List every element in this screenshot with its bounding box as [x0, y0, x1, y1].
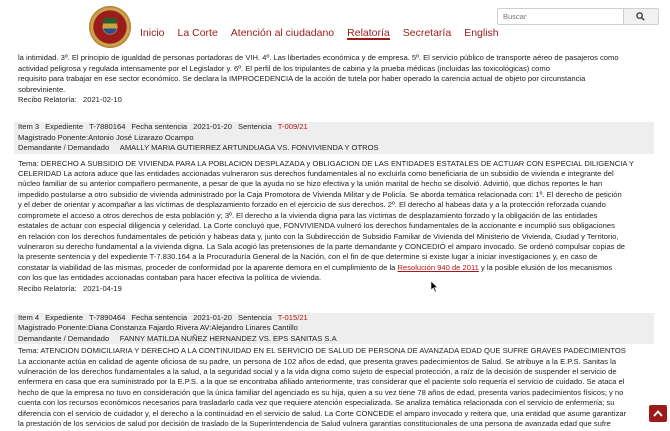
text-line: vulneraron su derecho fundamental a la vivienda digna. La Sala acogió las pretensiones de la parte demandante y CONCEDIÓ el amparo invocado. Se ordenó compulsar copias de — [18, 241, 626, 251]
item-number: Item 4 — [18, 312, 40, 322]
search-box — [497, 8, 659, 25]
item3-recibo — [18, 284, 654, 294]
text-line: CELERIDAD La actora aduce que las entidades accionadas vulneraron sus derechos fundamentales al no excluirla como beneficiaria de un subsidio de vivienda e integrante del — [18, 169, 614, 179]
fecha-value: 2021-01-20 — [193, 122, 233, 132]
sentencia-label: Sentencia — [238, 122, 272, 132]
text-line: ATENCION DOMICILIARIA Y DERECHO A LA CONTINUIDAD EN EL SERVICIO DE SALUD DE PERSONA DE AVANZADA EDAD QUE SUFRE GRAVES PADECIMIENTOS — [40, 346, 626, 356]
text-line: constatar la viabilidad de las mismas, proceder de conformidad por la aparente demora en el cumplimiento de la — [18, 262, 396, 272]
magistrado-value: Diana Constanza Fajardo Rivera AV:Alejandro Linares Cantillo — [88, 323, 298, 333]
text-line: y el deber de orientar y acompañar a las víctimas de desplazamiento forzado en el ejercicio de sus derechos. 2º. El derecho al habeas data y a la protección reforzada cuando — [18, 200, 606, 210]
nav-inicio[interactable]: Inicio — [140, 27, 165, 39]
item3-tema — [18, 159, 654, 284]
search-input[interactable] — [498, 9, 627, 24]
demandante-label: Demandante / Demandado — [18, 333, 110, 343]
expediente-value: T-7890464 — [89, 312, 126, 322]
site-header — [0, 0, 670, 52]
item4-tema — [18, 346, 654, 429]
court-logo[interactable] — [89, 6, 131, 48]
sentencia-link[interactable]: T-009/21 — [277, 122, 308, 132]
text-line: DERECHO A SUBSIDIO DE VIVIENDA PARA LA POBLACION DESPLAZADA y OBLIGACION DE LAS ENTIDADES ESTATALES DE ACTUAR CON ESPECIAL DILIGENCIA Y — [40, 158, 634, 168]
magistrado-row — [18, 133, 650, 143]
coat-of-arms-icon — [103, 18, 117, 34]
mouse-cursor-icon — [431, 281, 439, 293]
main-nav — [140, 26, 499, 40]
text-line: compromete el acceso a otros derechos de esta población y; 3º. El derecho a la vivienda digna para las víctimas de desplazamiento forzado y la obligación de las entidades — [18, 210, 598, 220]
scroll-to-top-button[interactable] — [649, 405, 667, 422]
tema-label: Tema: — [18, 346, 39, 356]
text-line: hecho de que la empresa no tuvo en consideración que la única familiar del agenciado es su hija, quien a su vez tiene 78 años de edad, presenta varios padecimientos físicos; y no — [18, 387, 624, 397]
text-line: con los que las entidades accionadas contaban para hacer efectiva la política de vivienda. — [18, 273, 322, 283]
nav-la-corte[interactable]: La Corte — [177, 27, 218, 39]
text-line: vulneración de los derechos fundamentales a la salud, a la seguridad social y a la vida digna como sujeto de especial protección, a raíz de la decisión de suspender el servicio de — [18, 366, 617, 376]
text-line: y la posible elusión de los mecanismos — [480, 262, 613, 272]
text-line: actividad peligrosa y regulada intensamente por el Legislador y. 6º. El perfil de los tripulantes de cabina y la prueba médicas (incluidas las toxicológicas) como — [18, 63, 550, 73]
text-line: la prestación de los servicios de salud por decisión de traslado de la Superintendencia de Salud vulnera garantías constitucionales de una persona de avanzada edad que sufre — [18, 419, 611, 428]
text-line: La accionante actúa en calidad de agente oficiosa de su padre, un persona de 102 años de edad, que presenta graves padecimientos de Salud. Se atribuye a la E.P.S. Sanitas la — [18, 356, 617, 366]
expediente-label: Expediente — [45, 122, 84, 132]
demandante-row — [18, 334, 650, 344]
text-line: cuenta con los recursos económicos necesarios para trasladarlo cada vez que requiere atención especializada. Se analiza temática relacionada con el servicio de enfermería; su — [18, 398, 615, 408]
sentencia-link[interactable]: T-015/21 — [277, 312, 308, 322]
magistrado-row — [18, 323, 650, 333]
item-meta — [18, 313, 650, 323]
fecha-value: 2021-01-20 — [193, 312, 233, 322]
text-line: la presente sentencia y del expediente T-7.830.164 a la Procuraduría General de la Nación, con el fin de que determine si existe lugar a iniciar investigaciones y, en caso de — [18, 252, 598, 262]
fecha-label: Fecha sentencia — [131, 122, 188, 132]
prev-recibo — [18, 95, 654, 105]
fecha-label: Fecha sentencia — [131, 312, 188, 322]
magistrado-value: Antonio José Lizarazo Ocampo — [88, 132, 194, 142]
nav-atencion-ciudadano[interactable]: Atención al ciudadano — [230, 27, 335, 39]
nav-secretaria[interactable]: Secretaría — [402, 27, 452, 39]
magistrado-label: Magistrado Ponente: — [18, 323, 89, 333]
results-content — [18, 43, 654, 429]
recibo-date: 2021-04-19 — [83, 283, 122, 293]
search-icon — [636, 12, 645, 21]
chevron-up-icon — [653, 409, 663, 418]
tema-label: Tema: — [18, 158, 39, 168]
text-line: sobreviniente. — [18, 84, 66, 94]
demandante-value: FANNY MATILDA NUÑEZ HERNANDEZ VS. EPS SANITAS S.A — [119, 333, 337, 343]
recibo-label: Recibo Relatoría: — [18, 95, 77, 105]
text-line: diferencia con el servicio de cuidador y, el derecho a la continuidad en el servicio de salud. La Corte CONCEDE el amparo invocado y reitera que, una entidad que asume garantizar — [18, 408, 627, 418]
expediente-value: T-7880164 — [89, 122, 126, 132]
search-button[interactable] — [623, 9, 658, 24]
nav-relatoria[interactable]: Relatoría — [347, 27, 390, 39]
recibo-label: Recibo Relatoría: — [18, 283, 77, 293]
nav-english[interactable]: English — [464, 27, 499, 39]
expediente-label: Expediente — [45, 312, 84, 322]
text-line: en relación con los derechos fundamentales de petición y habeas data y, junto con la Subdirección de Subsidio Familiar de Vivienda del Ministerio de Vivienda, Ciudad y Territorio, — [18, 231, 619, 241]
text-line: la intimidad. 3º. El principio de igualdad de personas portadoras de VIH. 4º. Las libertades económica y de empresa. 5º. El servicio público de transporte aéreo de pasajeros como — [18, 53, 619, 63]
demandante-label: Demandante / Demandado — [18, 143, 110, 153]
resolucion-link[interactable]: Resolución 940 de 2011 — [397, 262, 479, 272]
demandante-value: AMALLY MARIA GUTIERREZ ARTUNDUAGA VS. FONVIVIENDA Y OTROS — [119, 143, 379, 153]
demandante-row — [18, 143, 650, 153]
item-meta — [18, 122, 650, 132]
magistrado-label: Magistrado Ponente: — [18, 132, 89, 142]
item-number: Item 3 — [18, 122, 40, 132]
text-line: requisito para trabajar en ese sector económico. Se declara la IMPROCEDENCIA de la acción de tutela por haber operado la carencia actual de objeto por circunstancia — [18, 74, 586, 84]
text-line: impedido postularse a otro subsidio de vivienda administrado por la Caja Promotora de Vivienda Militar y de Policía. Se aborda temática relacionada con: 1º. El derecho de petición — [18, 189, 622, 199]
text-line: enfermera en casa que era suministrado por la E.P.S. a la que se encontraba afiliado anteriormente, tras considerar que el paciente solo requería el servicio de cuidado. Se ataca el — [18, 377, 625, 387]
result-item-3 — [14, 122, 654, 153]
result-item-4 — [14, 313, 654, 344]
text-line: estatales de actuar con especial diligencia y celeridad. La Corte concluyó que, FONVIVIENDA vulneró los derechos fundamentales de la accionante e incumplió sus obligaciones — [18, 221, 615, 231]
sentencia-label: Sentencia — [238, 312, 272, 322]
text-line: núcleo familiar de su anterior compañero permanente, a pesar de que la ayuda no se hizo efectiva y la unión marital de hecho se disolvió. Advirtió, que dichos reportes le han — [18, 179, 603, 189]
recibo-date: 2021-02-10 — [83, 95, 122, 105]
